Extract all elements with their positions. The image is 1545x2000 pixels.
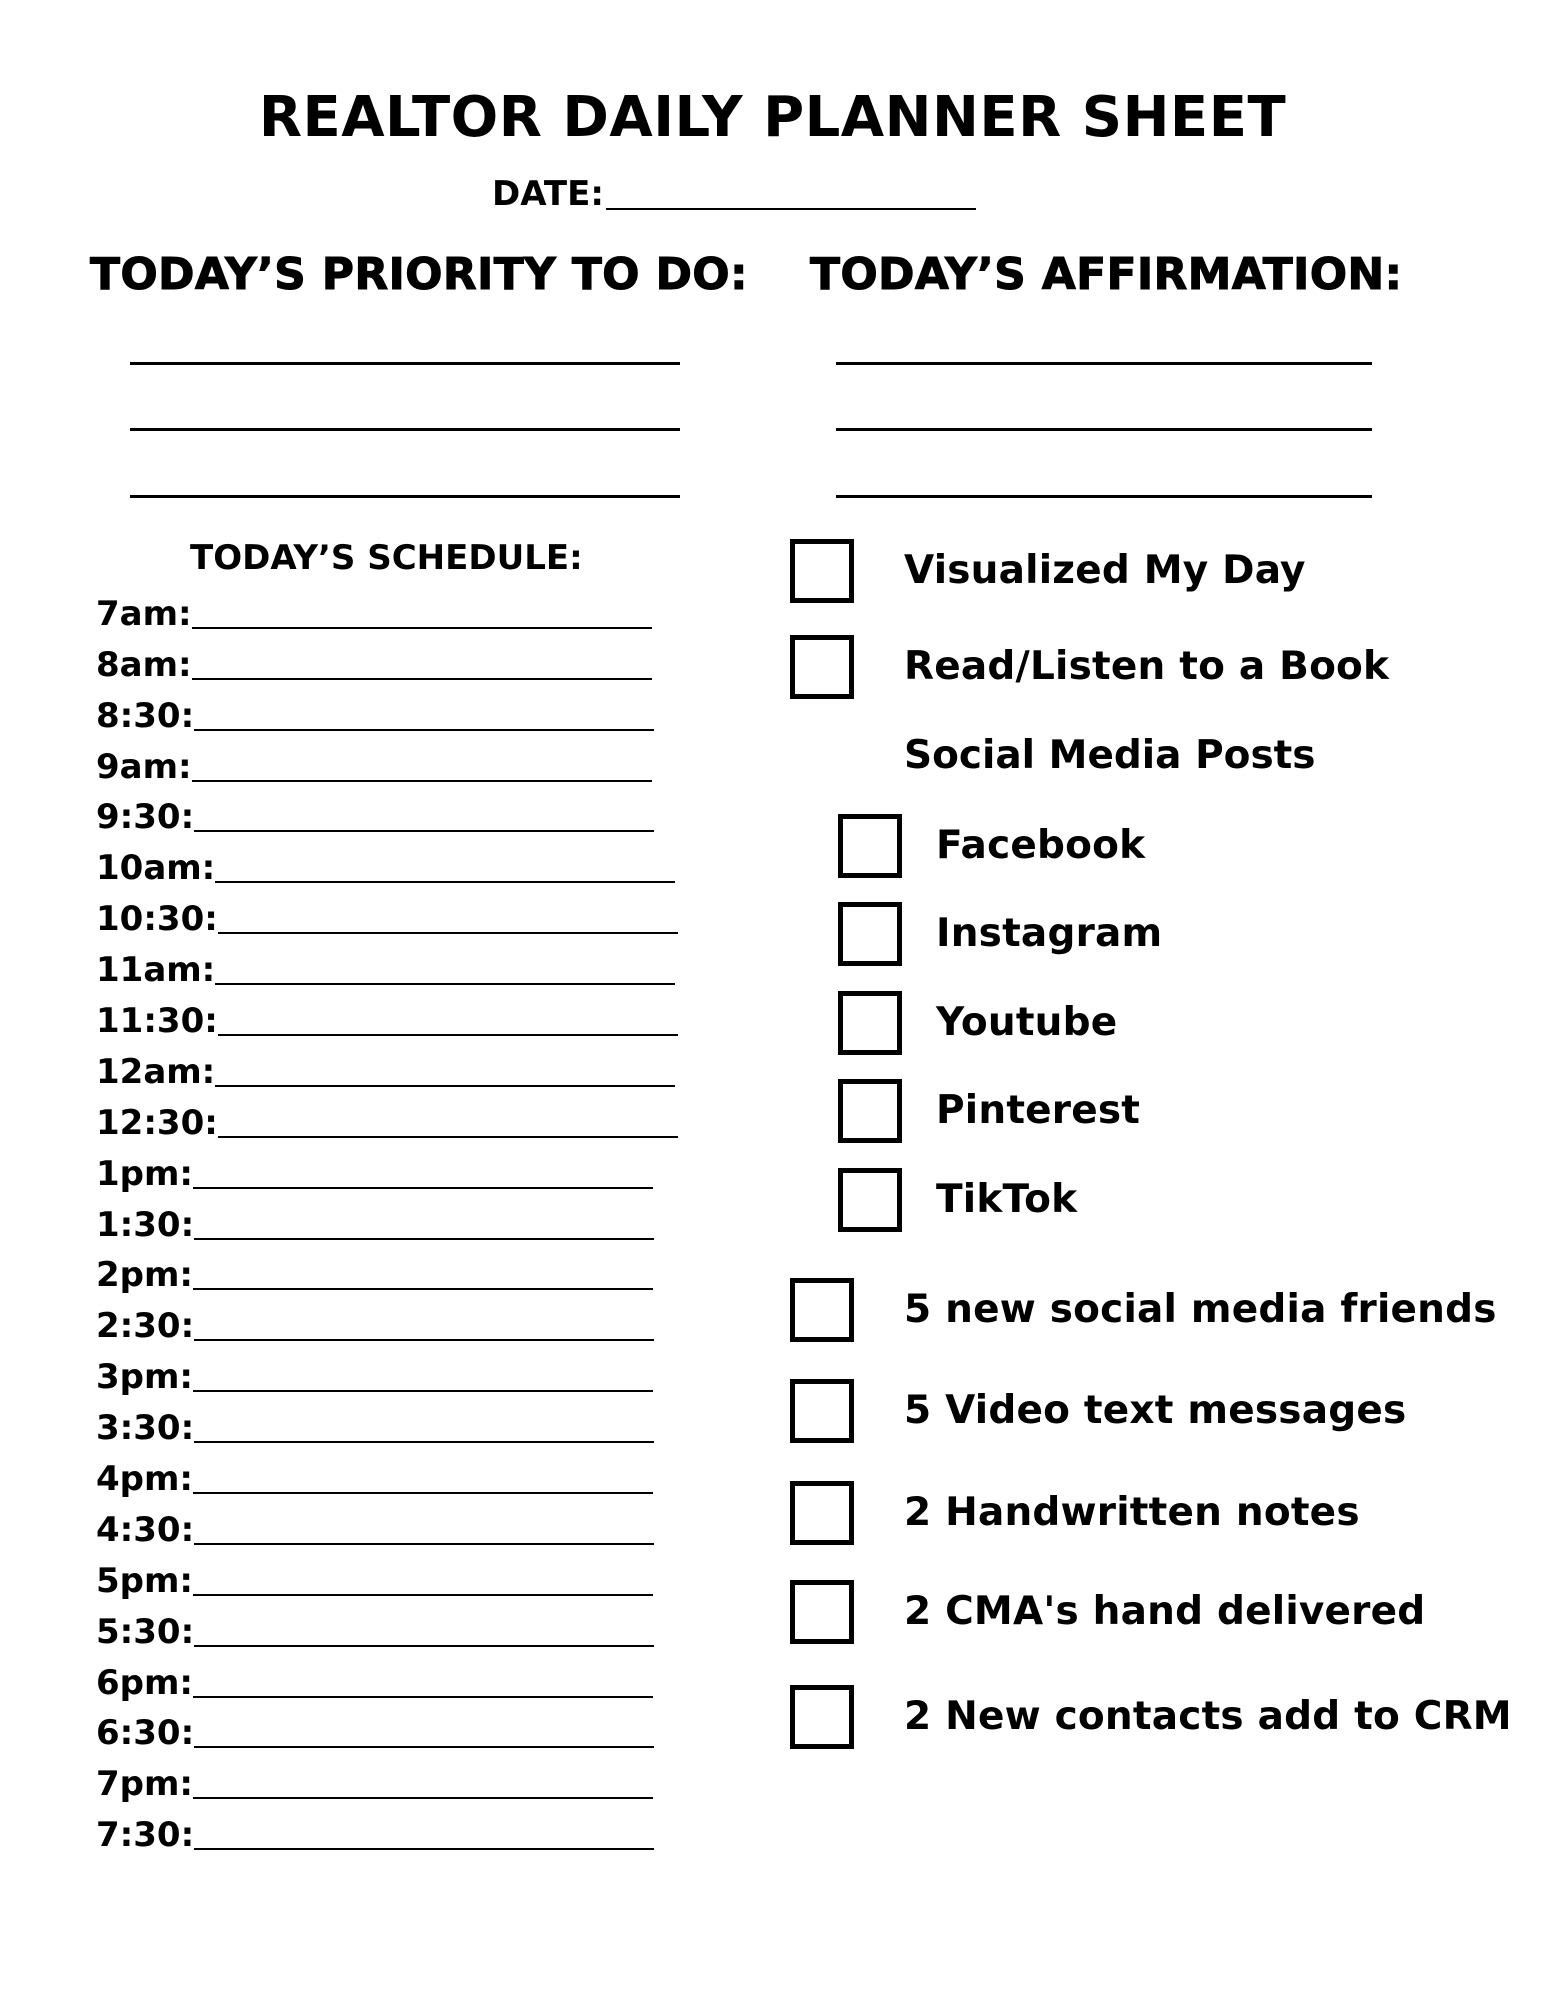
schedule-heading: TODAY’S SCHEDULE: (190, 538, 583, 578)
checklist-item-cma-delivered (790, 1580, 1425, 1644)
checklist-label: 2 CMA's hand delivered (904, 1589, 1426, 1634)
checklist-label: Read/Listen to a Book (904, 644, 1390, 689)
checklist-item-handwritten-notes (790, 1481, 1360, 1545)
slot-line[interactable] (194, 1645, 654, 1647)
checkbox-cma-delivered[interactable] (790, 1580, 854, 1644)
priority-line-1[interactable] (130, 362, 680, 365)
schedule-slot (96, 1399, 676, 1450)
slot-line[interactable] (194, 1238, 654, 1240)
slot-line[interactable] (193, 1390, 653, 1392)
checklist-label: 2 Handwritten notes (904, 1490, 1360, 1535)
priority-line-3[interactable] (130, 495, 680, 498)
slot-line[interactable] (215, 881, 675, 883)
schedule-slot (96, 1755, 676, 1806)
slot-time: 11:30: (96, 1001, 218, 1042)
schedule-slot (96, 585, 676, 636)
slot-time: 1:30: (96, 1204, 195, 1245)
checkbox-handwritten-notes[interactable] (790, 1481, 854, 1545)
slot-line[interactable] (193, 1288, 653, 1290)
slot-line[interactable] (215, 1085, 675, 1087)
checkbox-tiktok[interactable] (838, 1168, 902, 1232)
slot-time: 2:30: (96, 1306, 195, 1347)
affirmation-line-1[interactable] (836, 362, 1372, 365)
checklist-item-youtube (838, 991, 1117, 1055)
social-media-heading: Social Media Posts (904, 733, 1316, 778)
slot-line[interactable] (193, 1492, 653, 1494)
slot-line[interactable] (193, 1594, 653, 1596)
slot-line[interactable] (192, 780, 652, 782)
schedule-slot (96, 636, 676, 687)
checklist-label: Pinterest (936, 1088, 1141, 1133)
checklist-label: Visualized My Day (904, 548, 1306, 593)
slot-time: 12am: (96, 1051, 216, 1092)
checkbox-visualized[interactable] (790, 539, 854, 603)
checklist-item-visualized (790, 539, 1306, 603)
checklist-item-instagram (838, 902, 1162, 966)
slot-time: 8:30: (96, 695, 195, 736)
priority-line-2[interactable] (130, 428, 680, 431)
checklist-item-tiktok (838, 1168, 1077, 1232)
schedule-slot (96, 1705, 676, 1756)
checkbox-youtube[interactable] (838, 991, 902, 1055)
slot-time: 2pm: (96, 1255, 194, 1296)
slot-line[interactable] (194, 830, 654, 832)
schedule-slot (96, 839, 676, 890)
checkbox-instagram[interactable] (838, 902, 902, 966)
slot-time: 10:30: (96, 899, 218, 940)
date-blank-line[interactable] (606, 208, 976, 210)
slot-time: 6:30: (96, 1713, 195, 1754)
checkbox-new-contacts[interactable] (790, 1685, 854, 1749)
schedule-slot (96, 1603, 676, 1654)
slot-line[interactable] (194, 1543, 654, 1545)
slot-time: 9:30: (96, 797, 195, 838)
date-label: DATE: (492, 174, 604, 214)
slot-time: 8am: (96, 644, 192, 685)
slot-line[interactable] (215, 983, 675, 985)
schedule-slot (96, 738, 676, 789)
priority-heading: TODAY’S PRIORITY TO DO: (90, 249, 748, 300)
schedule-slot (96, 992, 676, 1043)
slot-line[interactable] (194, 729, 654, 731)
checklist-label: Facebook (936, 823, 1146, 868)
schedule-slot (96, 1094, 676, 1145)
checklist-item-facebook (838, 814, 1145, 878)
page-title: REALTOR DAILY PLANNER SHEET (258, 85, 1287, 150)
checklist-label: 2 New contacts add to CRM (904, 1694, 1512, 1739)
schedule-slot (96, 1450, 676, 1501)
slot-line[interactable] (194, 1441, 654, 1443)
slot-time: 5pm: (96, 1560, 194, 1601)
slot-line[interactable] (218, 932, 678, 934)
checklist-label: TikTok (936, 1177, 1078, 1222)
slot-time: 4pm: (96, 1459, 194, 1500)
schedule-slot (96, 1654, 676, 1705)
slot-time: 12:30: (96, 1102, 218, 1143)
checkbox-read[interactable] (790, 635, 854, 699)
slot-line[interactable] (194, 1746, 654, 1748)
affirmation-line-3[interactable] (836, 495, 1372, 498)
schedule-slot (96, 1348, 676, 1399)
checklist-label: 5 Video text messages (904, 1388, 1407, 1433)
slot-line[interactable] (193, 1797, 653, 1799)
slot-time: 7:30: (96, 1815, 195, 1856)
slot-line[interactable] (218, 1034, 678, 1036)
slot-time: 6pm: (96, 1662, 194, 1703)
slot-time: 4:30: (96, 1509, 195, 1550)
schedule-list (96, 585, 676, 1857)
schedule-slot (96, 1145, 676, 1196)
slot-time: 7am: (96, 593, 192, 634)
checklist-item-new-friends (790, 1278, 1497, 1342)
schedule-slot (96, 1297, 676, 1348)
checklist-item-video-texts (790, 1379, 1406, 1443)
checkbox-pinterest[interactable] (838, 1079, 902, 1143)
schedule-slot (96, 890, 676, 941)
schedule-slot (96, 687, 676, 738)
slot-time: 3:30: (96, 1408, 195, 1449)
checklist-label: Instagram (936, 911, 1163, 956)
schedule-slot (96, 941, 676, 992)
schedule-slot (96, 1043, 676, 1094)
schedule-slot (96, 1806, 676, 1857)
slot-time: 9am: (96, 746, 192, 787)
affirmation-line-2[interactable] (836, 428, 1372, 431)
schedule-slot (96, 1552, 676, 1603)
checklist-item-pinterest (838, 1079, 1140, 1143)
slot-time: 7pm: (96, 1764, 194, 1805)
slot-line[interactable] (218, 1136, 678, 1138)
checklist-label: 5 new social media friends (904, 1287, 1497, 1332)
checklist-item-new-contacts (790, 1685, 1512, 1749)
affirmation-heading: TODAY’S AFFIRMATION: (810, 249, 1403, 300)
slot-line[interactable] (192, 678, 652, 680)
checkbox-new-friends[interactable] (790, 1278, 854, 1342)
slot-time: 10am: (96, 848, 216, 889)
slot-time: 5:30: (96, 1611, 195, 1652)
schedule-slot (96, 1196, 676, 1247)
slot-time: 11am: (96, 950, 216, 991)
schedule-slot (96, 789, 676, 840)
slot-time: 1pm: (96, 1153, 194, 1194)
slot-time: 3pm: (96, 1357, 194, 1398)
date-row (492, 170, 976, 214)
checkbox-facebook[interactable] (838, 814, 902, 878)
slot-line[interactable] (193, 1187, 653, 1189)
checklist-label: Youtube (936, 1000, 1118, 1045)
slot-line[interactable] (194, 1339, 654, 1341)
checklist-item-read (790, 635, 1389, 699)
slot-line[interactable] (192, 627, 652, 629)
slot-line[interactable] (194, 1848, 654, 1850)
slot-line[interactable] (193, 1696, 653, 1698)
checkbox-video-texts[interactable] (790, 1379, 854, 1443)
schedule-slot (96, 1247, 676, 1298)
schedule-slot (96, 1501, 676, 1552)
